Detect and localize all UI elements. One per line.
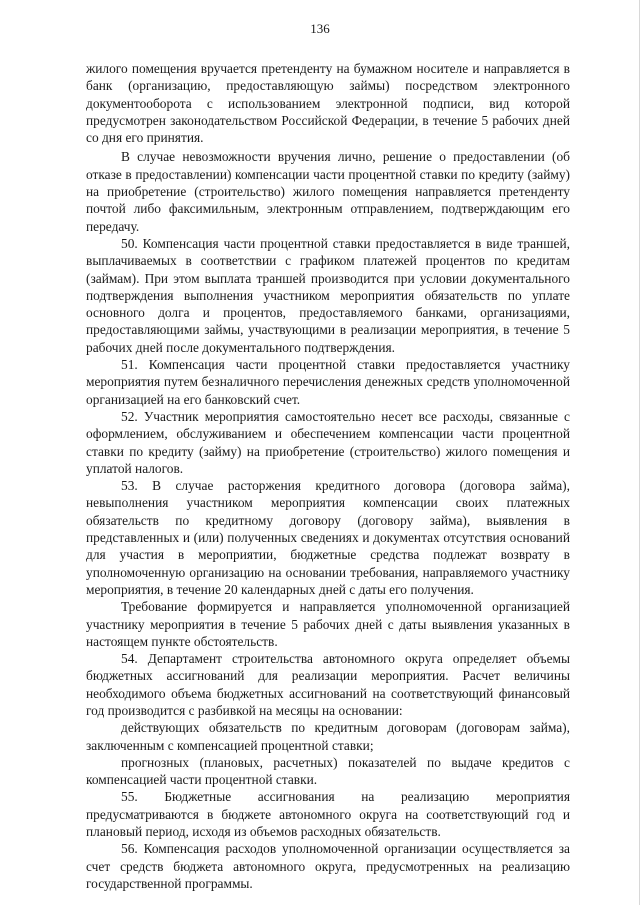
paragraph-current-obligations: действующих обязательств по кредитным договорам (договорам займа), заключенным с компенсацией процентной ставки; bbox=[86, 720, 570, 753]
paragraph-requirement: Требование формируется и направляется уполномоченной организацией участнику мероприятия в течение 5 рабочих дней с даты выявления указанных в настоящем пункте обстоятельств. bbox=[86, 599, 570, 649]
paragraph-item-53: 53. В случае расторжения кредитного договора (договора займа), невыполнения участником мероприятия компенсации своих платежных обязательств по кредитному договору (договору займа), выявления в представленных и (или) полученных сведениях и документах отсутствия оснований для участия в мероприятии, бюджетные средства подлежат возврату в уполномоченную организацию на основании требования, направляемого участнику мероприятия, в течение 20 календарных дней с даты его получения. bbox=[86, 478, 570, 597]
paragraph-item-54: 54. Департамент строительства автономного округа определяет объемы бюджетных ассигнований для реализации мероприятия. Расчет величины необходимого объема бюджетных ассигнований на соответствующий финансовый год производится с разбивкой на месяцы на основании: bbox=[86, 651, 570, 718]
paragraph-forecast-indicators: прогнозных (плановых, расчетных) показателей по выдаче кредитов с компенсацией части процентной ставки. bbox=[86, 754, 570, 788]
paragraph-continuation: жилого помещения вручается претенденту на бумажном носителе и направляется в банк (организацию, предоставляющую займы) посредством электронного документооборота с использованием электронной подписи, вид которой предусмотрен законодательством Российской Федерации, в течение 5 рабочих дней со дня его принятия. bbox=[86, 61, 570, 146]
paragraph-delivery-failure: В случае невозможности вручения лично, решение о предоставлении (об отказе в предоставлении) компенсации части процентной ставки по кредиту (займу) на приобретение (строительство) жилого помещения направляется претенденту почтой либо факсимильным, электронным отправлением, подтверждающим его передачу. bbox=[86, 149, 570, 234]
page-number: 136 bbox=[310, 21, 330, 36]
paragraph-item-50: 50. Компенсация части процентной ставки предоставляется в виде траншей, выплачиваемых в соответствии с графиком платежей процентов по кредитам (займам). При этом выплата траншей производится при условии документального подтверждения выполнения участником мероприятия обязательств по уплате основного долга и процентов, предоставляемого банками, организациями, предоставляющими займы, участвующими в реализации мероприятия, в течение 5 рабочих дней после документального подтверждения. bbox=[86, 235, 570, 355]
document-body bbox=[86, 60, 570, 892]
paragraph-item-51: 51. Компенсация части процентной ставки предоставляется участнику мероприятия путем безналичного перечисления денежных средств уполномоченной организацией на его банковский счет. bbox=[86, 357, 570, 407]
paragraph-item-55: 55. Бюджетные ассигнования на реализацию мероприятия предусматриваются в бюджете автономного округа на соответствующий год и плановый период, исходя из объемов расходных обязательств. bbox=[86, 789, 570, 840]
paragraph-item-56: 56. Компенсация расходов уполномоченной организации осуществляется за счет средств бюджета автономного округа, предусмотренных на реализацию государственной программы. bbox=[86, 841, 570, 891]
paragraph-item-52: 52. Участник мероприятия самостоятельно несет все расходы, связанные с оформлением, обслуживанием и обеспечением компенсации части процентной ставки по кредиту (займу) на приобретение (строительство) жилого помещения и уплатой налогов. bbox=[86, 408, 570, 476]
